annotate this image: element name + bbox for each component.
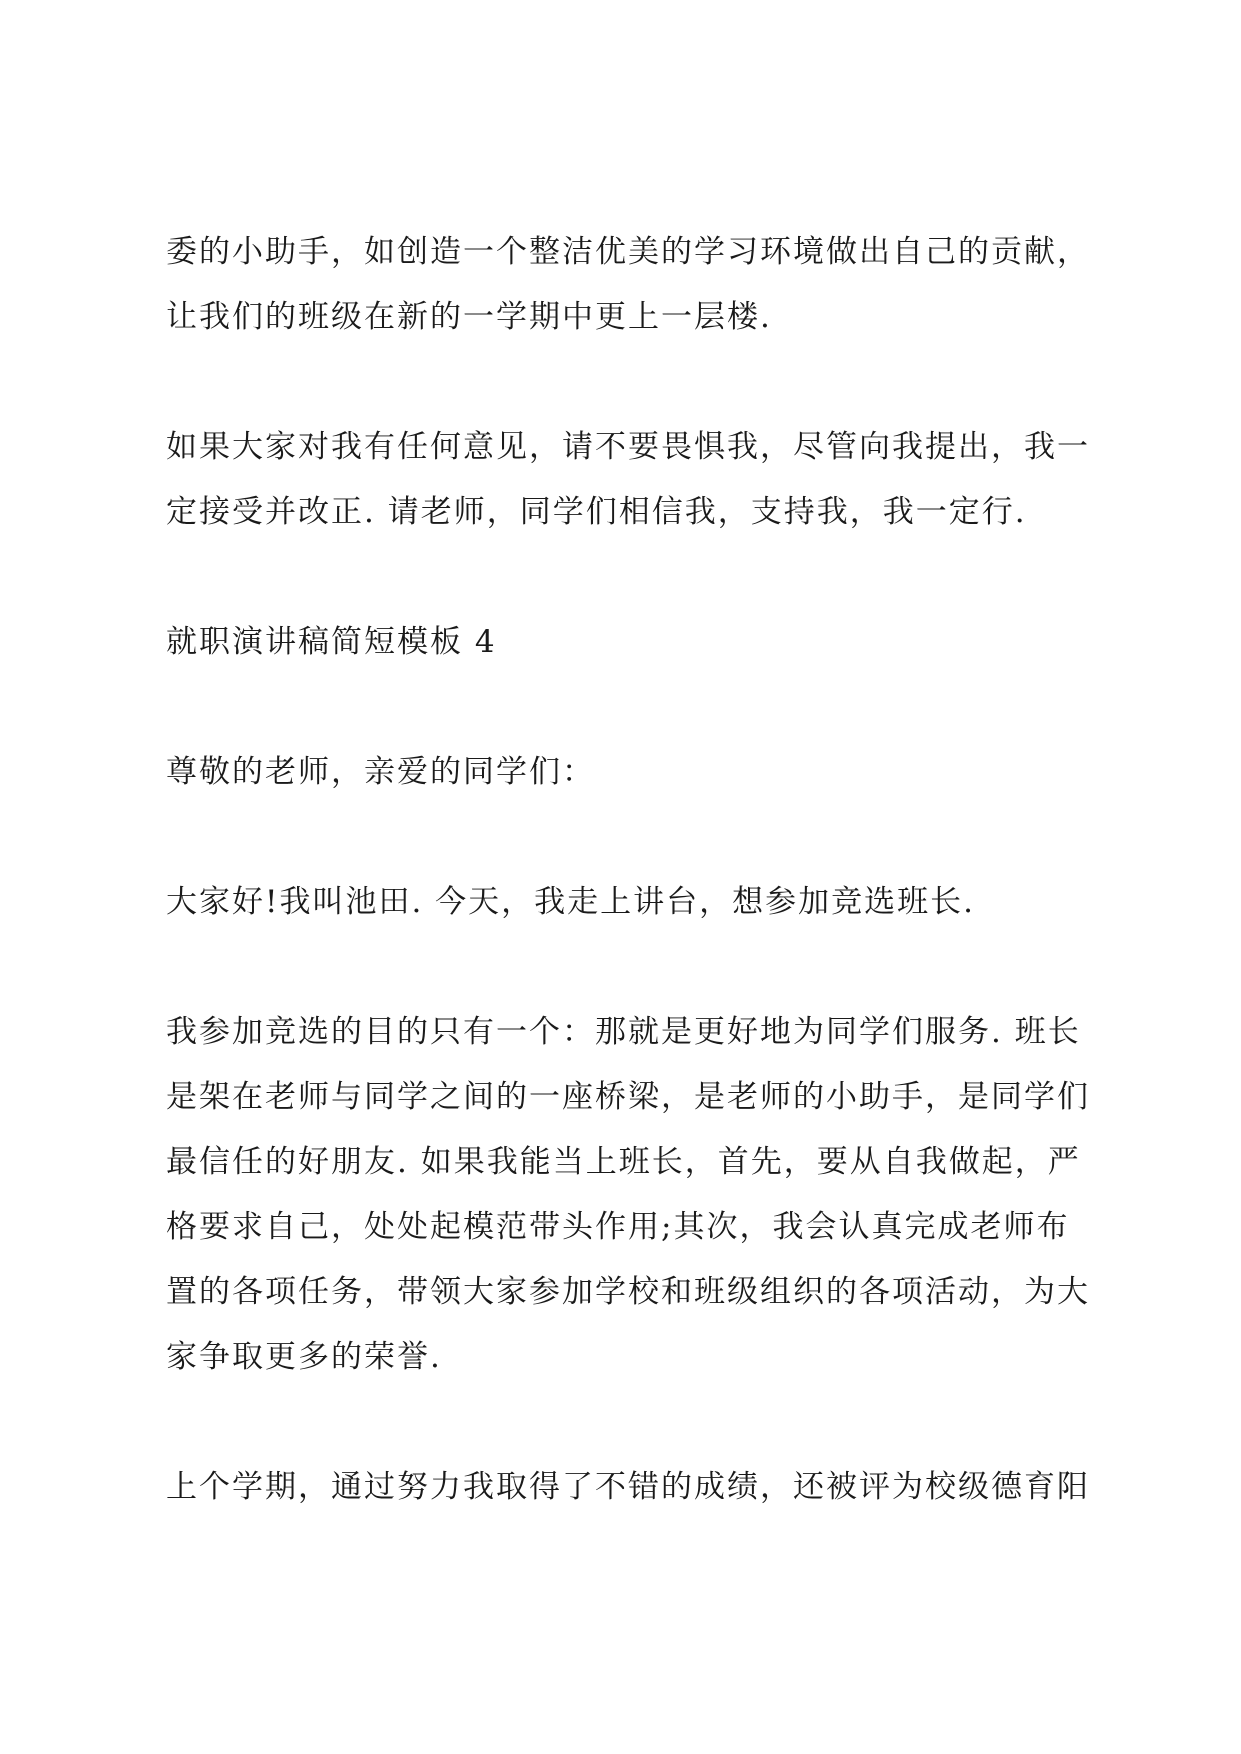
- paragraph-1-line-2: 让我们的班级在新的一学期中更上一层楼.: [166, 299, 772, 335]
- paragraph-6-line-5: 置的各项任务，带领大家参加学校和班级组织的各项活动，为大: [166, 1274, 1090, 1310]
- paragraph-1-line-1: 委的小助手，如创造一个整洁优美的学习环境做出自己的贡献，: [166, 234, 1090, 270]
- paragraph-6-line-1: 我参加竞选的目的只有一个：那就是更好地为同学们服务. 班长: [166, 1014, 1081, 1050]
- paragraph-2-line-2: 定接受并改正. 请老师，同学们相信我，支持我，我一定行.: [166, 494, 1027, 530]
- paragraph-2-line-1: 如果大家对我有任何意见，请不要畏惧我，尽管向我提出，我一: [166, 429, 1090, 465]
- section-heading: 就职演讲稿简短模板 4: [166, 624, 497, 660]
- salutation: 尊敬的老师，亲爱的同学们：: [166, 754, 595, 790]
- paragraph-7-line-1: 上个学期，通过努力我取得了不错的成绩，还被评为校级德育阳: [166, 1469, 1090, 1505]
- paragraph-6-line-6: 家争取更多的荣誉.: [166, 1339, 442, 1375]
- greeting-paragraph: 大家好!我叫池田. 今天，我走上讲台，想参加竞选班长.: [166, 884, 976, 920]
- paragraph-6-line-3: 最信任的好朋友. 如果我能当上班长，首先，要从自我做起，严: [166, 1144, 1081, 1180]
- paragraph-6-line-4: 格要求自己，处处起模范带头作用;其次，我会认真完成老师布: [166, 1209, 1070, 1245]
- paragraph-6-line-2: 是架在老师与同学之间的一座桥梁，是老师的小助手，是同学们: [166, 1079, 1090, 1115]
